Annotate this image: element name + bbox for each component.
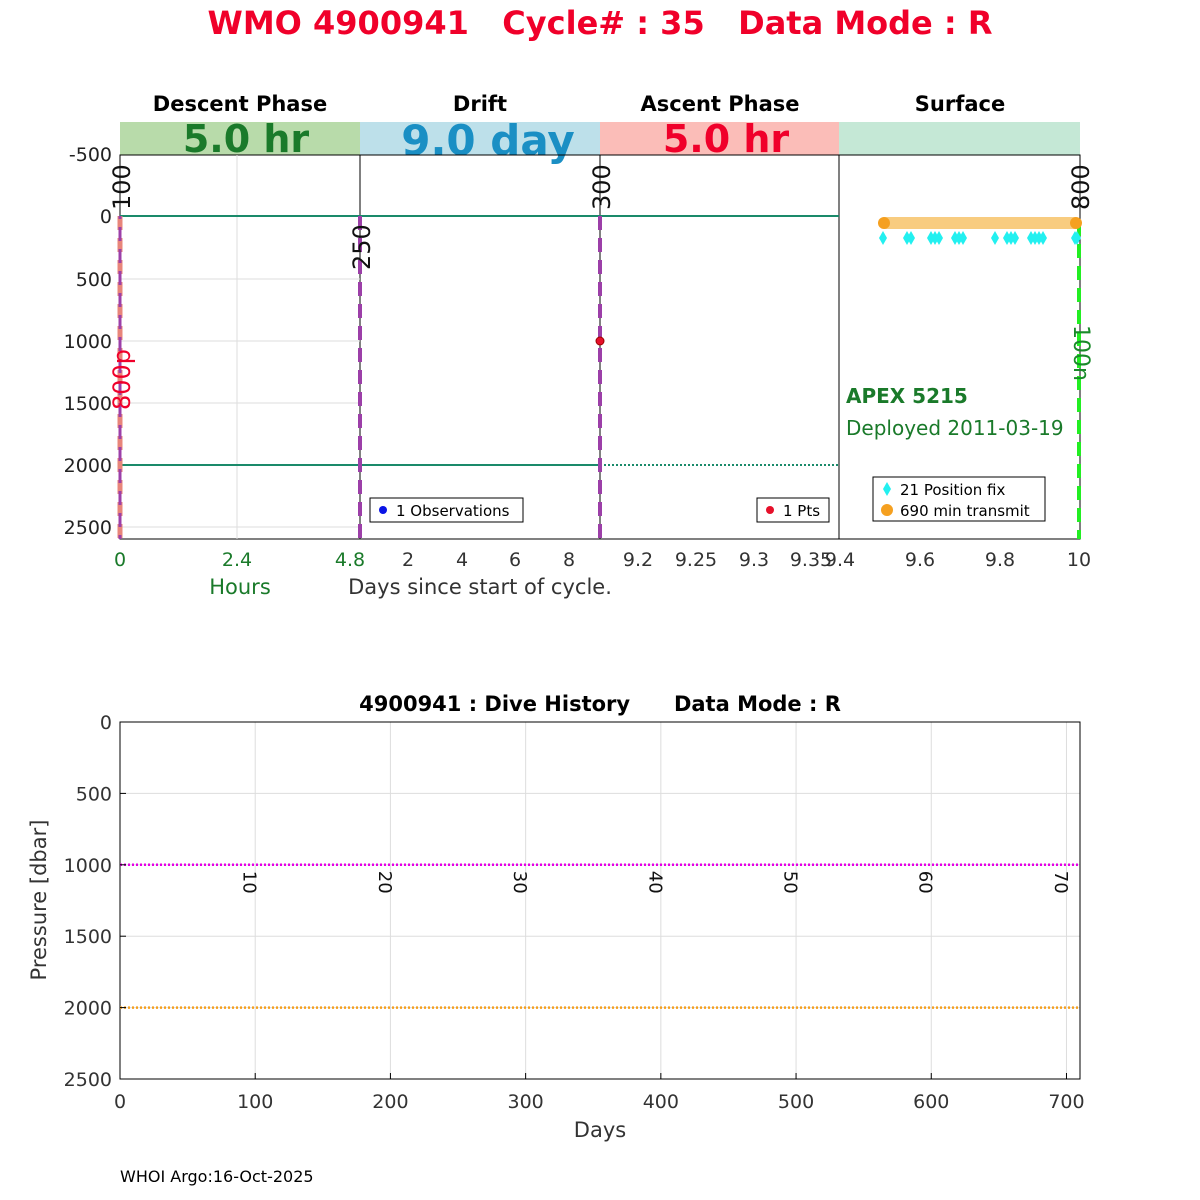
y-tick-label: 500 <box>75 783 112 806</box>
x-tick-label: 9.35 <box>789 549 833 571</box>
x-tick-label: 9.25 <box>674 549 718 571</box>
x-tick-label: 4 <box>455 549 469 571</box>
label-surface-side: 100n <box>1068 325 1093 381</box>
label-descent-start: 100 <box>108 164 136 210</box>
y-tick-label: 0 <box>99 206 112 228</box>
legend-ascent <box>757 498 829 522</box>
x-tick-label: 9.3 <box>738 549 770 571</box>
y-tick-label: 2000 <box>63 997 112 1020</box>
y-tick-label: 2500 <box>63 517 112 539</box>
position-fix-marker <box>1011 231 1019 245</box>
panel-ascent <box>600 155 839 539</box>
x-tick-label: 600 <box>913 1091 950 1113</box>
legend-drift <box>370 498 523 522</box>
cycle-label: 60 <box>914 870 936 894</box>
label-descent-pressure: 800p <box>108 348 136 410</box>
x-tick-label: 6 <box>508 549 522 571</box>
duration-drift: 9.0 day <box>401 116 575 165</box>
x-tick-label: 100 <box>237 1091 274 1113</box>
duration-ascent: 5.0 hr <box>662 117 790 161</box>
cycle-label: 30 <box>509 870 531 894</box>
position-fix-marker <box>991 231 999 245</box>
legend-label: 1 Observations <box>396 502 510 520</box>
top-y-ticks <box>64 144 112 539</box>
panel-drift <box>360 155 600 539</box>
y-tick-label: 0 <box>99 712 112 734</box>
bottom-x-axis-label: Days <box>573 1118 627 1142</box>
legend-marker <box>379 506 387 514</box>
y-tick-label: -500 <box>68 144 112 166</box>
y-tick-label: 2000 <box>63 455 112 477</box>
top-chart <box>64 92 1095 599</box>
panel-descent <box>120 155 360 539</box>
duration-descent: 5.0 hr <box>182 117 310 161</box>
bottom-y-axis-label: Pressure [dbar] <box>27 819 51 981</box>
x-tick-label: 400 <box>642 1091 679 1113</box>
legend-marker <box>881 504 893 516</box>
y-tick-label: 1500 <box>63 926 112 949</box>
x-axis-label-days: Days since start of cycle. <box>348 575 612 599</box>
y-tick-label: 500 <box>75 269 112 291</box>
float-model: APEX 5215 <box>846 384 968 408</box>
descent-grid <box>120 155 360 539</box>
cycle-label: 40 <box>644 870 666 894</box>
transmit-end-marker <box>1070 217 1082 229</box>
x-tick-label: 10 <box>1066 549 1092 571</box>
top-x-ticks <box>114 549 1091 571</box>
cycle-labels <box>239 871 1071 894</box>
y-tick-label: 1000 <box>63 331 112 353</box>
bottom-grid <box>120 722 1080 1079</box>
label-ascent-start: 300 <box>588 164 616 210</box>
legend-surface <box>873 477 1045 521</box>
x-tick-label: 200 <box>372 1091 409 1113</box>
bottom-y-ticks <box>64 712 126 1091</box>
bottom-chart <box>27 692 1085 1142</box>
y-tick-label: 2500 <box>63 1069 112 1091</box>
x-tick-label: 500 <box>777 1091 815 1113</box>
x-tick-label: 9.4 <box>824 549 856 571</box>
bottom-plot-area <box>120 722 1080 1079</box>
legend-label: 1 Pts <box>783 502 821 520</box>
cycle-label: 70 <box>1049 870 1071 894</box>
cycle-label: 50 <box>779 870 801 894</box>
x-tick-label: 2 <box>401 549 415 571</box>
transmit-start-marker <box>878 217 890 229</box>
bottom-chart-title: 4900941 : Dive History Data Mode : R <box>359 692 841 716</box>
figure-title: WMO 4900941 Cycle# : 35 Data Mode : R <box>207 4 993 42</box>
position-fix-marker <box>959 231 967 245</box>
phase-header-ascent: Ascent Phase <box>640 92 800 116</box>
footer-credit: WHOI Argo:16-Oct-2025 <box>120 1167 314 1186</box>
x-tick-label: 9.2 <box>622 549 654 571</box>
position-fix-marker <box>879 231 887 245</box>
float-deployed: Deployed 2011-03-19 <box>846 416 1064 440</box>
label-descent-end: 250 <box>348 224 376 270</box>
x-tick-label: 4.8 <box>334 549 366 571</box>
phase-header-surface: Surface <box>914 92 1006 116</box>
x-tick-label: 0 <box>113 1091 127 1113</box>
x-tick-label: 300 <box>507 1091 544 1113</box>
x-tick-label: 9.8 <box>984 549 1016 571</box>
y-tick-label: 1500 <box>63 393 112 415</box>
position-fix-marker <box>907 231 915 245</box>
position-fix-marker <box>935 231 943 245</box>
legend-label: 21 Position fix <box>900 481 1006 499</box>
legend-marker <box>766 506 774 514</box>
x-axis-label-hours: Hours <box>209 575 271 599</box>
cycle-label: 20 <box>373 870 395 894</box>
phase-header-descent: Descent Phase <box>152 92 328 116</box>
position-fixes <box>879 231 1081 245</box>
band-surface <box>839 122 1080 155</box>
transmit-window-bar <box>884 217 1076 229</box>
cycle-label: 10 <box>238 870 260 894</box>
x-tick-label: 2.4 <box>221 549 253 571</box>
x-tick-label: 9.6 <box>904 549 936 571</box>
x-tick-label: 8 <box>562 549 576 571</box>
legend-label: 690 min transmit <box>900 502 1030 520</box>
label-surface-end: 800 <box>1067 164 1095 210</box>
y-tick-label: 1000 <box>63 854 112 877</box>
x-tick-label: 700 <box>1048 1091 1085 1113</box>
drift-observation-point <box>596 337 604 345</box>
x-tick-label: 0 <box>113 549 127 571</box>
phase-header-drift: Drift <box>452 92 508 116</box>
